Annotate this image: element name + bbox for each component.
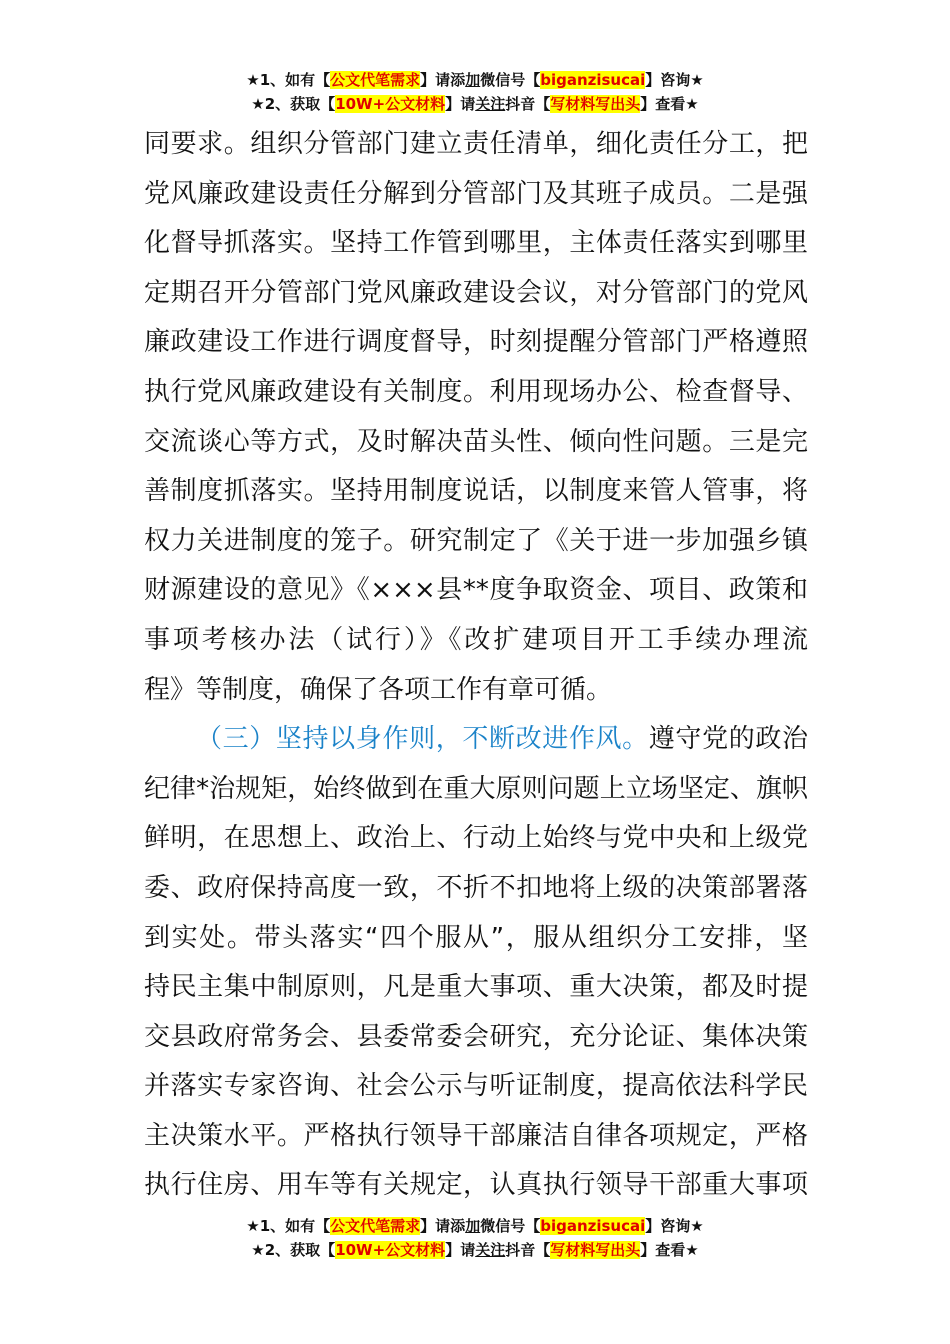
banner-text: 微信号【 <box>480 1217 541 1235</box>
text-line: 纪律*治规矩，始终做到在重大原则问题上立场坚定、旗帜 <box>144 773 808 804</box>
banner-line-2 <box>0 92 950 116</box>
highlight-douyin: 写材料写出头 <box>550 1241 641 1259</box>
text-line: 权力关进制度的笼子。研究制定了《关于进一步加强乡镇 <box>144 525 808 556</box>
banner-text: ★1、如有【 <box>246 1217 331 1235</box>
text-line: 交流谈心等方式，及时解决苗头性、倾向性问题。三是完 <box>144 426 808 457</box>
text-line: 到实处。带头落实“四个服从”，服从组织分工安排，坚 <box>144 922 808 953</box>
header-banner <box>0 68 950 116</box>
banner-text: 】请添 <box>420 71 466 89</box>
banner-text: 】咨询★ <box>645 71 704 89</box>
banner-keyword: 加 <box>465 71 481 89</box>
banner-keyword: 关注 <box>475 1241 506 1259</box>
banner-text: ★1、如有【 <box>246 71 331 89</box>
text-line: 持民主集中制原则，凡是重大事项、重大决策，都及时提 <box>144 972 808 1003</box>
highlight-materials: 10W+公文材料 <box>335 95 446 113</box>
banner-text: ★2、获取【 <box>251 95 336 113</box>
banner-line-2 <box>0 1238 950 1262</box>
text-line: 同要求。组织分管部门建立责任清单，细化责任分工，把 <box>144 129 808 159</box>
banner-text: 】咨询★ <box>645 1217 704 1235</box>
highlight-wechat-id: biganzisucai <box>540 1217 646 1235</box>
text-line: 执行党风廉政建设有关制度。利用现场办公、检查督导、 <box>144 376 808 407</box>
highlight-douyin: 写材料写出头 <box>550 95 641 113</box>
text-line: 定期召开分管部门党风廉政建设会议，对分管部门的党风 <box>144 277 808 308</box>
banner-text: 抖音【 <box>505 1241 551 1259</box>
banner-text: 】查看★ <box>640 95 699 113</box>
paragraph-2 <box>144 715 808 1211</box>
banner-line-1 <box>0 1214 950 1238</box>
heading-followup-text: 遵守党的政治 <box>648 724 808 755</box>
text-line: 廉政建设工作进行调度督导，时刻提醒分管部门严格遵照 <box>144 327 808 358</box>
text-line: 委、政府保持高度一致，不折不扣地将上级的决策部署落 <box>144 872 808 903</box>
highlight-service: 公文代笔需求 <box>330 1217 421 1235</box>
text-line: 党风廉政建设责任分解到分管部门及其班子成员。二是强 <box>144 178 808 209</box>
text-line: 财源建设的意见》《×××县**度争取资金、项目、政策和 <box>144 575 808 606</box>
banner-text: 】查看★ <box>640 1241 699 1259</box>
text-line: 执行住房、用车等有关规定，认真执行领导干部重大事项 <box>144 1170 808 1201</box>
text-line: 善制度抓落实。坚持用制度说话，以制度来管人管事，将 <box>144 476 808 507</box>
banner-text: 】请添 <box>420 1217 466 1235</box>
banner-text: 微信号【 <box>480 71 541 89</box>
section-heading: （三）坚持以身作则，不断改进作风。 <box>196 724 649 755</box>
banner-text: 抖音【 <box>505 95 551 113</box>
paragraph-1 <box>144 120 808 715</box>
banner-text: 】请 <box>445 95 476 113</box>
banner-keyword: 加 <box>465 1217 481 1235</box>
text-line: 鲜明，在思想上、政治上、行动上始终与党中央和上级党 <box>144 823 808 854</box>
text-line: 并落实专家咨询、社会公示与听证制度，提高依法科学民 <box>144 1071 808 1102</box>
text-line: 程》等制度，确保了各项工作有章可循。 <box>144 674 613 705</box>
highlight-materials: 10W+公文材料 <box>335 1241 446 1259</box>
highlight-service: 公文代笔需求 <box>330 71 421 89</box>
text-line <box>144 715 808 765</box>
banner-text: 】请 <box>445 1241 476 1259</box>
document-body <box>144 120 808 1211</box>
text-line: 化督导抓落实。坚持工作管到哪里，主体责任落实到哪里 <box>144 228 808 259</box>
banner-text: ★2、获取【 <box>251 1241 336 1259</box>
text-line: 事项考核办法（试行）》《改扩建项目开工手续办理流 <box>144 624 808 655</box>
banner-line-1 <box>0 68 950 92</box>
text-line: 交县政府常务会、县委常委会研究，充分论证、集体决策 <box>144 1021 808 1052</box>
highlight-wechat-id: biganzisucai <box>540 71 646 89</box>
footer-banner <box>0 1214 950 1262</box>
banner-keyword: 关注 <box>475 95 506 113</box>
text-line: 主决策水平。严格执行领导干部廉洁自律各项规定，严格 <box>144 1120 808 1151</box>
